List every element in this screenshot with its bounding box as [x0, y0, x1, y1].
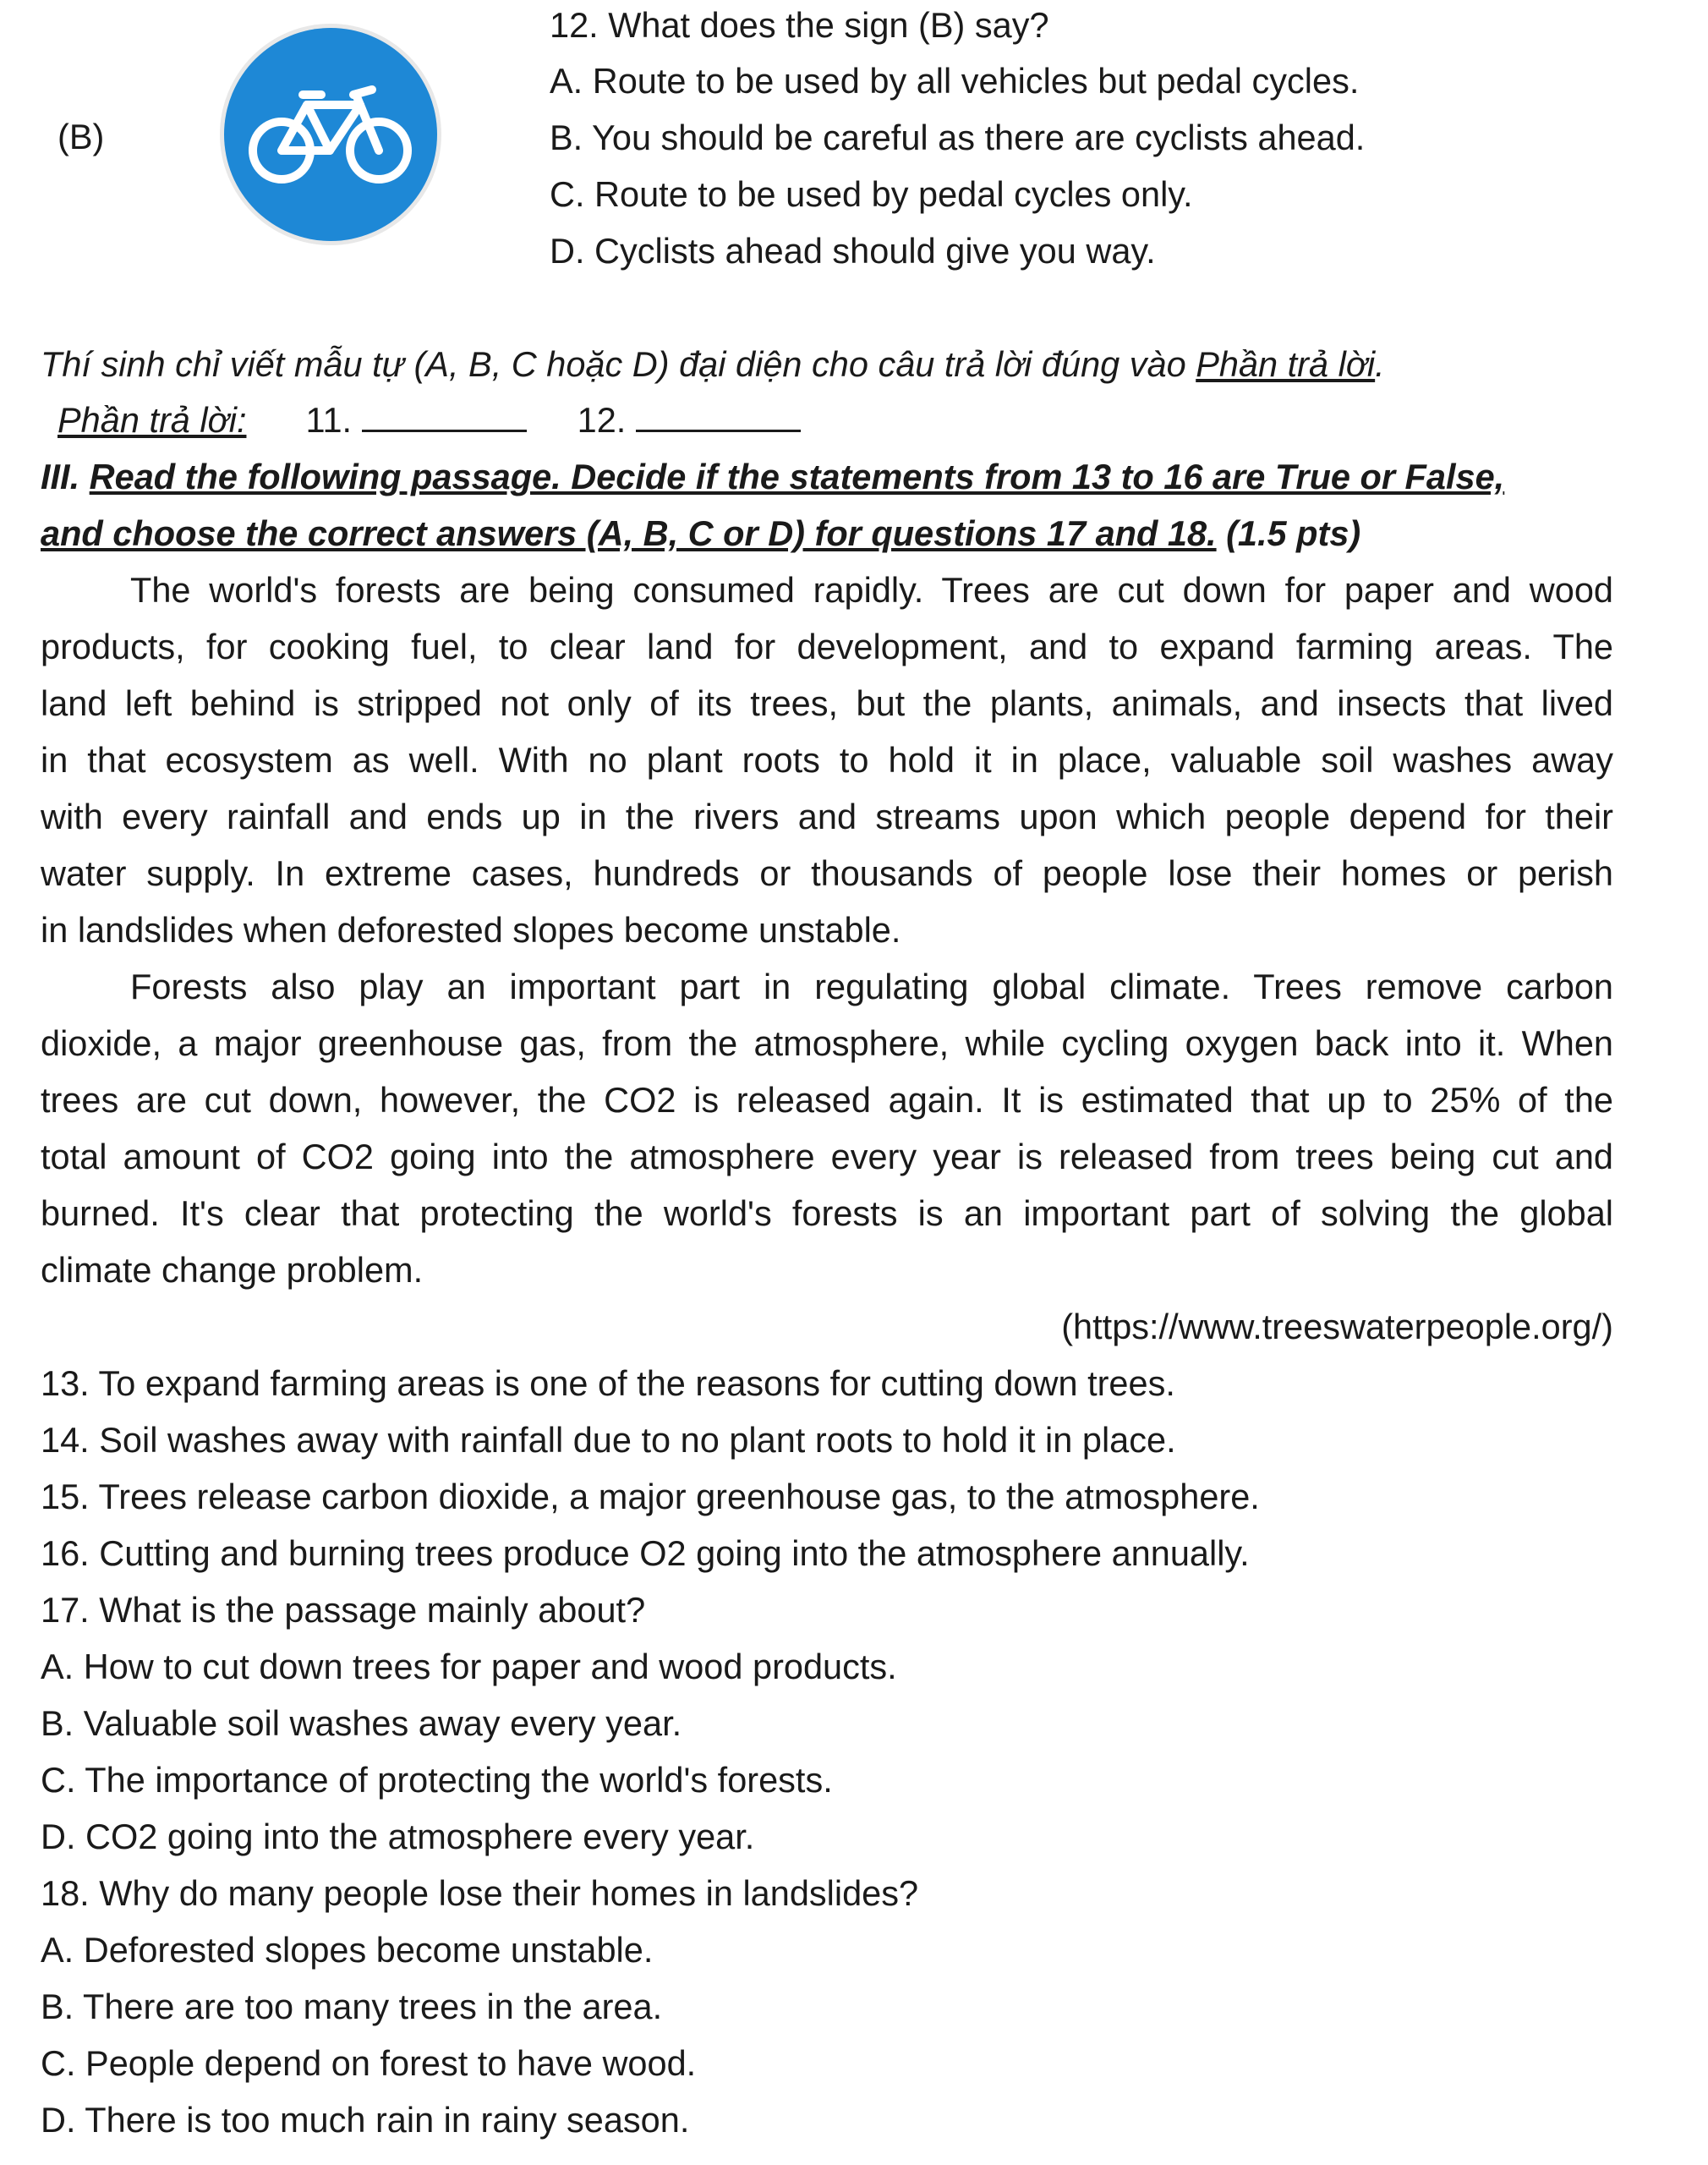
q12-option-a: A. Route to be used by all vehicles but pedal cycles.: [550, 61, 1360, 101]
section-3-heading: III. Read the following passage. Decide if the statements from 13 to 16 are True or False,: [41, 457, 1505, 496]
passage-line: The world's forests are being consumed rapidly. Trees are cut down for paper and wood: [130, 570, 1613, 610]
passage-line: with every rainfall and ends up in the rivers and streams upon which people depend for their: [41, 797, 1613, 836]
passage-line: climate change problem.: [41, 1250, 424, 1290]
passage-line: total amount of CO2 going into the atmosphere every year is released from trees being cut and: [41, 1137, 1613, 1176]
q17-option-c: C. The importance of protecting the world's forests.: [41, 1760, 833, 1800]
passage-line: water supply. In extreme cases, hundreds or thousands of people lose their homes or perish: [41, 853, 1613, 893]
statement-16: 16. Cutting and burning trees produce O2 going into the atmosphere annually.: [41, 1533, 1250, 1573]
q12-option-c: C. Route to be used by pedal cycles only.: [550, 174, 1193, 214]
passage-line: trees are cut down, however, the CO2 is released again. It is estimated that up to 25% of the: [41, 1080, 1613, 1120]
q18-option-d: D. There is too much rain in rainy season.: [41, 2100, 690, 2140]
question-17: 17. What is the passage mainly about?: [41, 1590, 646, 1630]
passage-line: in that ecosystem as well. With no plant roots to hold it in place, valuable soil washes away: [41, 740, 1613, 780]
bicycle-sign: [218, 22, 443, 247]
q17-option-a: A. How to cut down trees for paper and wood products.: [41, 1647, 897, 1686]
q18-option-b: B. There are too many trees in the area.: [41, 1987, 663, 2026]
sign-label: (B): [57, 117, 105, 156]
answer-line: Phần trả lời: 11. 12.: [57, 395, 801, 446]
q18-option-c: C. People depend on forest to have wood.: [41, 2043, 697, 2083]
statement-13: 13. To expand farming areas is one of the reasons for cutting down trees.: [41, 1363, 1175, 1403]
passage-line: land left behind is stripped not only of its trees, but the plants, animals, and insects that lived: [41, 683, 1613, 723]
passage-line: dioxide, a major greenhouse gas, from the atmosphere, while cycling oxygen back into it. When: [41, 1023, 1613, 1063]
q12-option-b: B. You should be careful as there are cyclists ahead.: [550, 118, 1366, 157]
instruction: Thí sinh chỉ viết mẫu tự (A, B, C hoặc D) đại diện cho câu trả lời đúng vào Phần trả lời.: [41, 344, 1385, 384]
passage-source: (https://www.treeswaterpeople.org/): [1061, 1307, 1613, 1346]
q18-option-a: A. Deforested slopes become unstable.: [41, 1930, 654, 1970]
passage-line: in landslides when deforested slopes become unstable.: [41, 910, 901, 950]
question-18: 18. Why do many people lose their homes in landslides?: [41, 1873, 919, 1913]
q17-option-d: D. CO2 going into the atmosphere every year.: [41, 1817, 755, 1856]
statement-14: 14. Soil washes away with rainfall due to no plant roots to hold it in place.: [41, 1420, 1176, 1460]
q12-option-d: D. Cyclists ahead should give you way.: [550, 231, 1156, 271]
passage-line: Forests also play an important part in regulating global climate. Trees remove carbon: [130, 967, 1613, 1006]
statement-15: 15. Trees release carbon dioxide, a major greenhouse gas, to the atmosphere.: [41, 1477, 1260, 1516]
answer-label: Phần trả lời:: [57, 400, 247, 440]
question-12: 12. What does the sign (B) say?: [550, 5, 1049, 45]
q17-option-b: B. Valuable soil washes away every year.: [41, 1703, 682, 1743]
answer-blank-12[interactable]: [636, 399, 801, 432]
answer-blank-11[interactable]: [362, 399, 527, 432]
section-3-heading-2: and choose the correct answers (A, B, C or D) for questions 17 and 18. (1.5 pts): [41, 513, 1361, 553]
passage-line: products, for cooking fuel, to clear land for development, and to expand farming areas. The: [41, 627, 1613, 666]
passage-line: burned. It's clear that protecting the world's forests is an important part of solving the global: [41, 1193, 1613, 1233]
